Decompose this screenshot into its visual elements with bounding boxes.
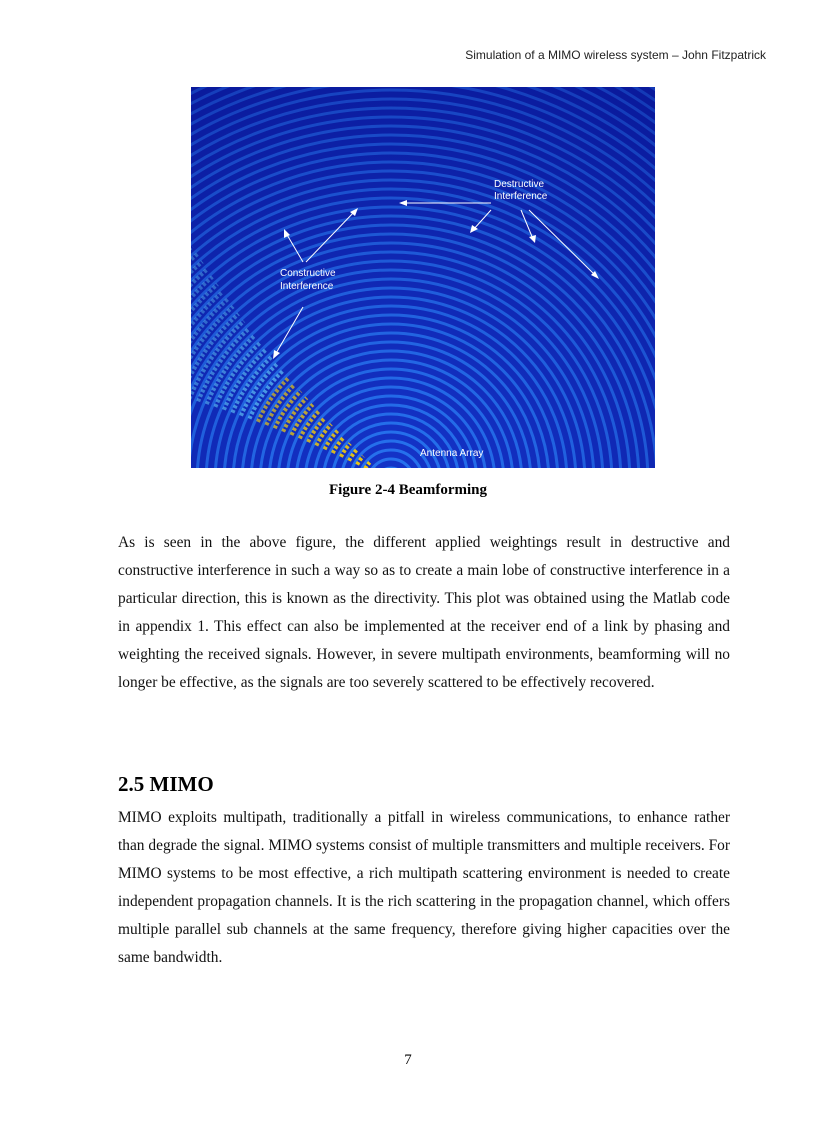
paragraph-beamforming: As is seen in the above figure, the different applied weightings result in destructive and constructive interference in such a way so as to create a main lobe of constructive interference in a particular direction, this is known as the directivity. This plot was obtained using the Matlab code in appendix 1. This effect can also be implemented at the receiver end of a link by phasing and weighting the received signals. However, in severe multipath environments, beamforming will no longer be effective, as the signals are too severely scattered to be effectively recovered. — [118, 534, 730, 691]
label-constructive-1: Constructive — [280, 268, 336, 279]
paragraph-mimo: MIMO exploits multipath, traditionally a pitfall in wireless communications, to enhance rather than degrade the signal. MIMO systems consist of multiple transmitters and multiple receivers. For MIMO systems to be most effective, a rich multipath scattering environment is needed to create independent propagation channels. It is the rich scattering in the propagation channel, which offers multiple parallel sub channels at the same frequency, therefore giving higher capacities over the same bandwidth. — [118, 809, 730, 966]
running-header: Simulation of a MIMO wireless system – John Fitzpatrick — [465, 48, 766, 62]
page-number: 7 — [404, 1052, 412, 1068]
beamforming-figure — [191, 87, 655, 468]
label-destructive-1: Destructive — [494, 179, 545, 190]
beamforming-plot — [191, 87, 655, 468]
label-constructive-2: Interference — [280, 281, 334, 292]
label-destructive-2: Interference — [494, 191, 548, 202]
figure-caption: Figure 2-4 Beamforming — [328, 482, 488, 498]
label-antenna-array: Antenna Array — [420, 448, 484, 459]
section-heading-mimo: 2.5 MIMO — [118, 772, 214, 796]
